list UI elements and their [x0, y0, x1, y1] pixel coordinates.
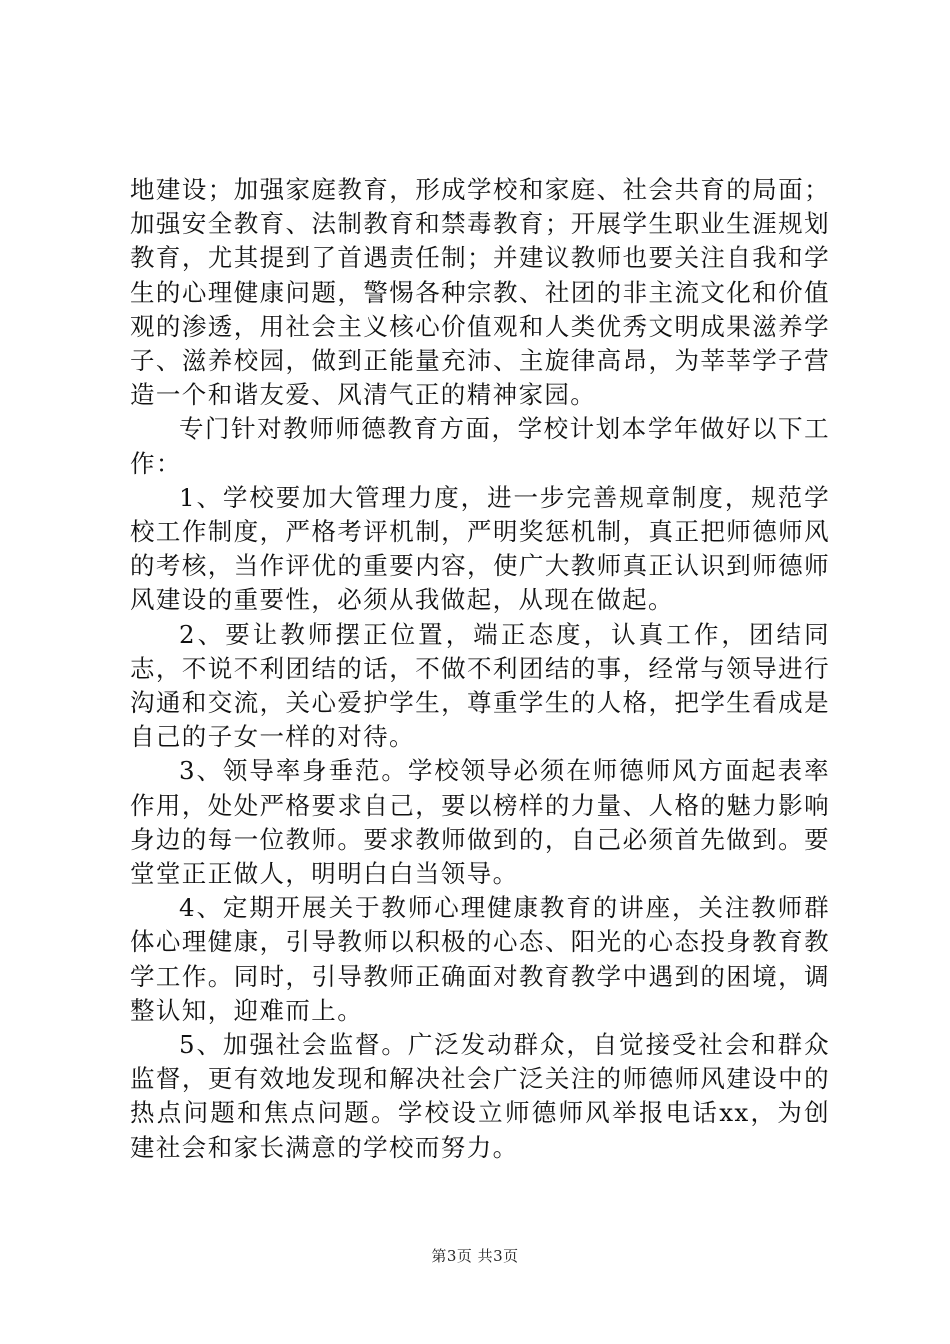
list-item-3: 3、领导率身垂范。学校领导必须在师德师风方面起表率作用，处处严格要求自己，要以榜样的力量、人格的魅力影响身边的每一位教师。要求教师做到的，自己必须首先做到。要堂堂正正做人，明明白白当领导。 — [130, 756, 830, 889]
continuation-paragraph: 地建设；加强家庭教育，形成学校和家庭、社会共育的局面；加强安全教育、法制教育和禁毒教育；开展学生职业生涯规划教育，尤其提到了首遇责任制；并建议教师也要关注自我和学生的心理健康问题，警惕各种宗教、社团的非主流文化和价值观的渗透，用社会主义核心价值观和人类优秀文明成果滋养学子、滋养校园，做到正能量充沛、主旋律高昂，为莘莘学子营造一个和谐友爱、风清气正的精神家园。 — [130, 175, 830, 410]
list-item-1: 1、学校要加大管理力度，进一步完善规章制度，规范学校工作制度，严格考评机制，严明奖惩机制，真正把师德师风的考核，当作评优的重要内容，使广大教师真正认识到师德师风建设的重要性，必须从我做起，从现在做起。 — [130, 482, 830, 615]
page-number: 第3页 共3页 — [431, 1247, 519, 1265]
list-item-2: 2、要让教师摆正位置，端正态度，认真工作，团结同志，不说不利团结的话，不做不利团结的事，经常与领导进行沟通和交流，关心爱护学生，尊重学生的人格，把学生看成是自己的子女一样的对待。 — [130, 619, 830, 752]
list-item-4: 4、定期开展关于教师心理健康教育的讲座，关注教师群体心理健康，引导教师以积极的心态、阳光的心态投身教育教学工作。同时，引导教师正确面对教育教学中遇到的困境，调整认知，迎难而上。 — [130, 893, 830, 1025]
intro-paragraph: 专门针对教师师德教育方面，学校计划本学年做好以下工作： — [130, 414, 830, 478]
list-item-5: 5、加强社会监督。广泛发动群众，自觉接受社会和群众监督，更有效地发现和解决社会广泛关注的师德师风建设中的热点问题和焦点问题。学校设立师德师风举报电话xx，为创建社会和家长满意的学校而努力。 — [130, 1030, 830, 1162]
document-body — [130, 173, 830, 1165]
